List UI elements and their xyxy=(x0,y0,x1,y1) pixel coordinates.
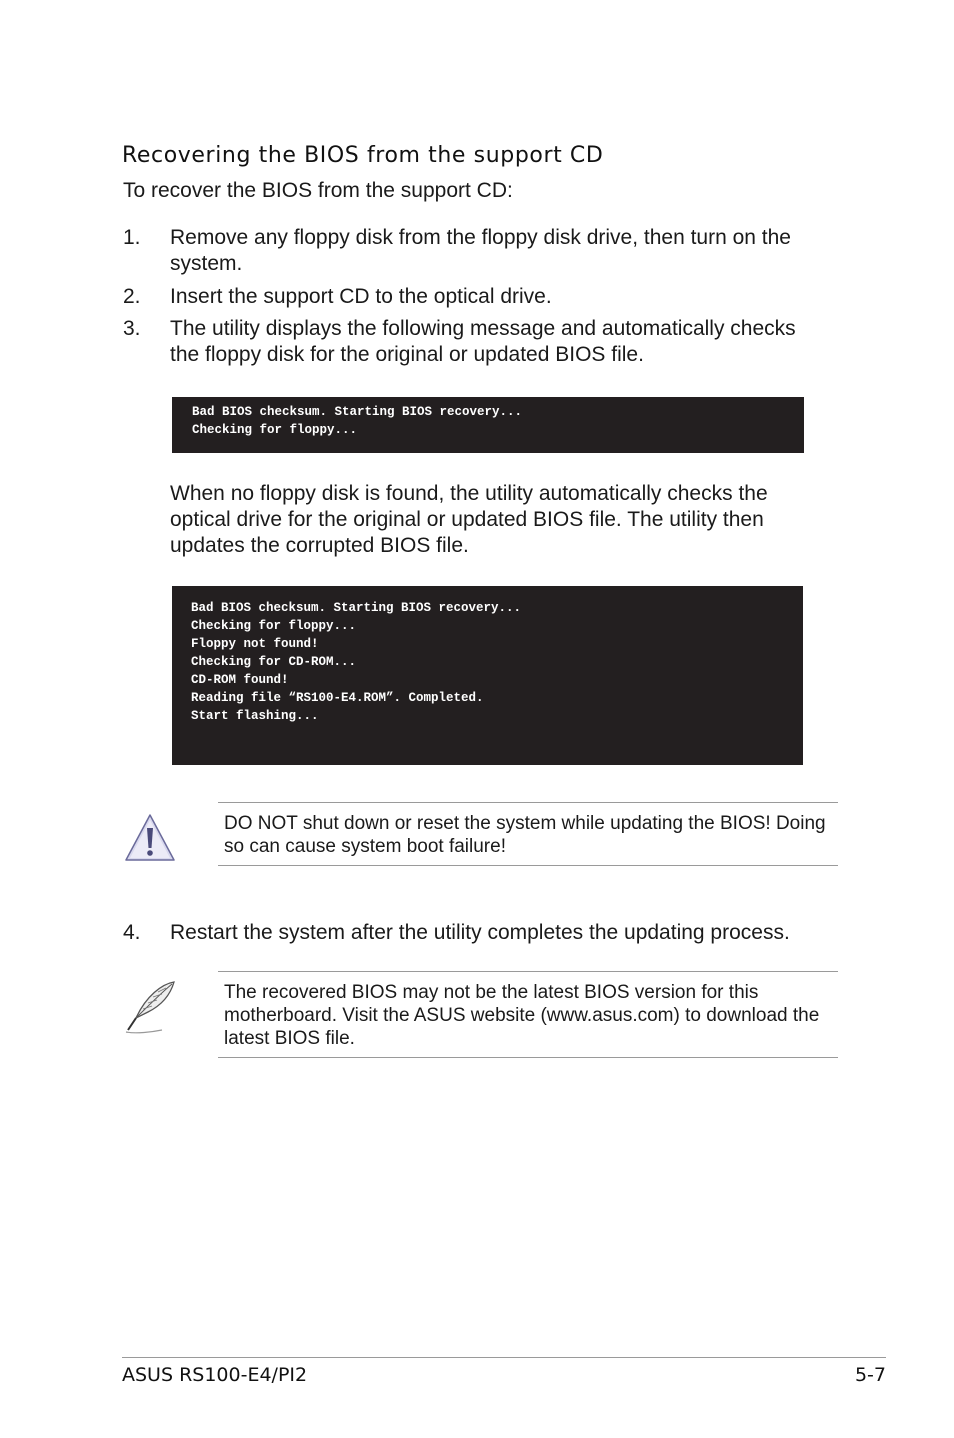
footer-divider xyxy=(122,1357,886,1358)
warning-text: DO NOT shut down or reset the system while updating the BIOS! Doing so can cause system boot failure! xyxy=(224,813,826,857)
section-heading: Recovering the BIOS from the support CD xyxy=(122,143,604,168)
step-2-number: 2. xyxy=(123,285,141,308)
paragraph-text: When no floppy disk is found, the utility automatically checks the optical drive for the original or updated BIOS file. The utility then updates the corrupted BIOS file. xyxy=(170,482,768,557)
step-1-number: 1. xyxy=(123,226,141,249)
console-box-floppy-check xyxy=(172,397,804,453)
step-2-text: Insert the support CD to the optical drive. xyxy=(170,285,552,308)
feather-pen-icon xyxy=(122,978,180,1038)
step-4-number: 4. xyxy=(123,921,141,944)
step-4-text: Restart the system after the utility completes the updating process. xyxy=(170,921,790,944)
console-line: CD-ROM found! xyxy=(191,673,289,687)
step-3-text: The utility displays the following message and automatically checks the floppy disk for the original or updated BIOS file. xyxy=(170,317,796,366)
note-callout xyxy=(218,971,838,1058)
console-line: Checking for floppy... xyxy=(191,619,357,633)
intro-text: To recover the BIOS from the support CD: xyxy=(123,179,513,202)
note-text: The recovered BIOS may not be the latest BIOS version for this motherboard. Visit the ASUS website (www.asus.com) to download the latest BIOS file. xyxy=(224,982,820,1049)
console-box-recovery-log xyxy=(172,586,803,765)
warning-triangle-icon xyxy=(123,812,177,864)
console-line: Bad BIOS checksum. Starting BIOS recovery... xyxy=(191,601,522,615)
console-line: Start flashing... xyxy=(191,709,319,723)
console-line: Floppy not found! xyxy=(191,637,319,651)
console-line: Checking for floppy... xyxy=(192,423,358,437)
console-line: Bad BIOS checksum. Starting BIOS recovery... xyxy=(192,405,523,419)
console-line: Reading file “RS100-E4.ROM”. Completed. xyxy=(191,691,484,705)
footer-product-name: ASUS RS100-E4/PI2 xyxy=(122,1364,308,1386)
warning-callout xyxy=(218,802,838,866)
footer-page-number: 5-7 xyxy=(854,1364,886,1386)
console-line: Checking for CD-ROM... xyxy=(191,655,357,669)
step-1-text: Remove any floppy disk from the floppy disk drive, then turn on the system. xyxy=(170,226,791,275)
step-3-number: 3. xyxy=(123,317,141,340)
